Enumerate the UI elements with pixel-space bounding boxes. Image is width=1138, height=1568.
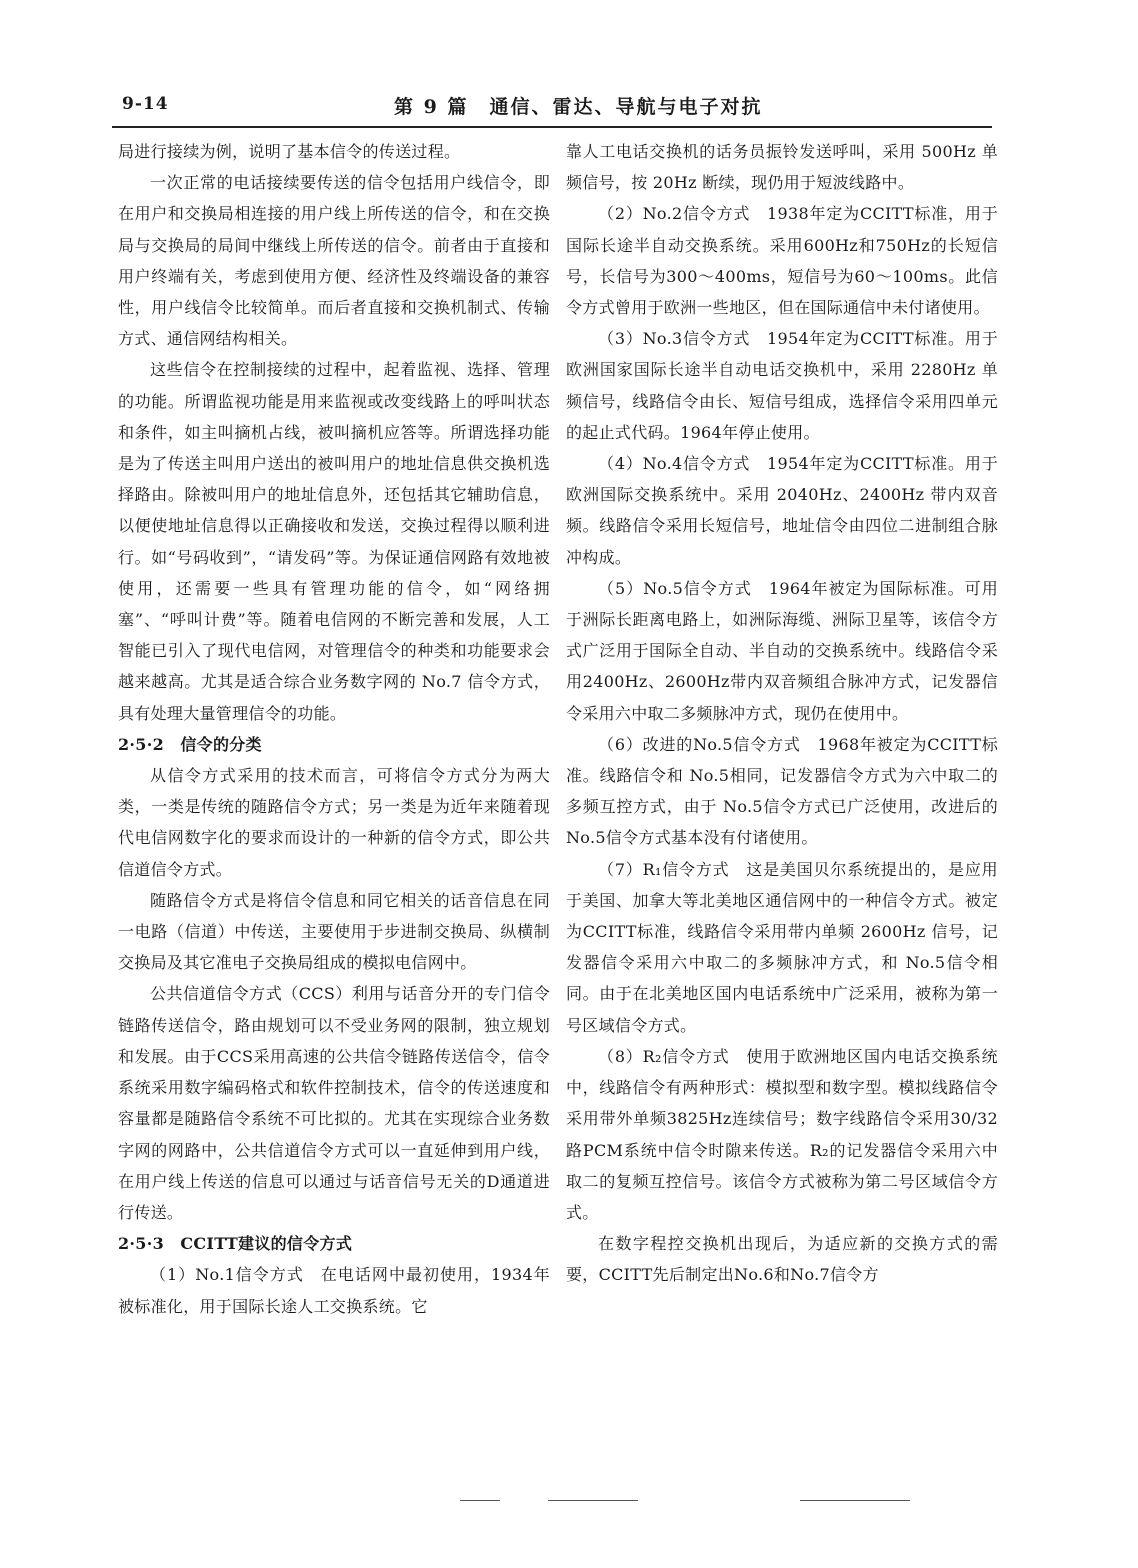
paragraph: （7）R₁信令方式 这是美国贝尔系统提出的，是应用于美国、加拿大等北美地区通信网中的一种信令方式。被定为CCITT标准，线路信令采用带内单频 2600Hz 信号，记发器信令采用六中取二的多频脉冲方式，和 No.5信令相同。由于在北美地区国内电话系统中广泛采用，被称为第一号区域信令方式。 xyxy=(566,859,998,1035)
page-header xyxy=(112,94,992,124)
running-title: 第 9 篇 通信、雷达、导航与电子对抗 xyxy=(394,96,763,118)
scan-mark xyxy=(800,1500,910,1502)
section-heading: 2·5·2 信令的分类 xyxy=(118,734,262,754)
paragraph: 随路信令方式是将信令信息和同它相关的话音信息在同一电路（信道）中传送，主要使用于步进制交换局、纵横制交换局及其它准电子交换局组成的模拟电信网中。 xyxy=(118,890,550,973)
scan-mark xyxy=(548,1500,638,1502)
paragraph: 这些信令在控制接续的过程中，起着监视、选择、管理的功能。所谓监视功能是用来监视或改变线路上的呼叫状态和条件，如主叫摘机占线，被叫摘机应答等。所谓选择功能是为了传送主叫用户送出的被叫用户的地址信息供交换机选择路由。除被叫用户的地址信息外，还包括其它辅助信息，以便使地址信息得以正确接收和发送，交换过程得以顺利进行。如“号码收到”，“请发码”等。为保证通信网路有效地被使用，还需要一些具有管理功能的信令，如“网络拥塞”、“呼叫计费”等。随着电信网的不断完善和发展，人工智能已引入了现代电信网，对管理信令的种类和功能要求会越来越高。尤其是适合综合业务数字网的 No.7 信令方式，具有处理大量管理信令的功能。 xyxy=(118,360,550,723)
paragraph: 公共信道信令方式（CCS）利用与话音分开的专门信令链路传送信令，路由规划可以不受业务网的限制，独立规划和发展。由于CCS采用高速的公共信令链路传送信令，信令系统采用数字编码格式和软件控制技术，信令的传送速度和容量都是随路信令系统不可比拟的。尤其在实现综合业务数字网的网路中，公共信道信令方式可以一直延伸到用户线，在用户线上传送的信息可以通过与话音信号无关的D通道进行传送。 xyxy=(118,984,550,1222)
paragraph: （3）No.3信令方式 1954年定为CCITT标准。用于欧洲国家国际长途半自动电话交换机中，采用 2280Hz 单频信号，线路信令由长、短信号组成，选择信令采用四单元的起止式代码。1964年停止使用。 xyxy=(566,329,998,442)
left-column xyxy=(118,136,550,1322)
paragraph: 从信令方式采用的技术而言，可将信令方式分为两大类，一类是传统的随路信令方式；另一类是为近年来随着现代电信网数字化的要求而设计的一种新的信令方式，即公共信道信令方式。 xyxy=(118,766,550,879)
paragraph: 局进行接续为例，说明了基本信令的传送过程。 xyxy=(118,142,461,161)
paragraph: 在数字程控交换机出现后，为适应新的交换方式的需要，CCITT先后制定出No.6和No.7信令方 xyxy=(566,1234,998,1285)
scan-mark xyxy=(460,1500,500,1502)
paragraph: （2）No.2信令方式 1938年定为CCITT标准，用于国际长途半自动交换系统。采用600Hz和750Hz的长短信号，长信号为300～400ms，短信号为60～100ms。此信令方式曾用于欧洲一些地区，但在国际通信中未付诸使用。 xyxy=(566,204,998,318)
paragraph: （5）No.5信令方式 1964年被定为国际标准。可用于洲际长距离电路上，如洲际海缆、洲际卫星等，该信令方式广泛用于国际全自动、半自动的交换系统中。线路信令采用2400Hz、2600Hz带内双音频组合脉冲方式，记发器信令采用六中取二多频脉冲方式，现仍在使用中。 xyxy=(566,578,998,723)
paragraph: （8）R₂信令方式 使用于欧洲地区国内电话交换系统中，线路信令有两种形式：模拟型和数字型。模拟线路信令采用带外单频3825Hz连续信号；数字线路信令采用30/32路PCM系统中信令时隙来传送。R₂的记发器信令采用六中取二的复频互控信号。该信令方式被称为第二号区域信令方式。 xyxy=(566,1046,998,1222)
section-heading: 2·5·3 CCITT建议的信令方式 xyxy=(118,1234,353,1254)
page-number: 9-14 xyxy=(122,94,169,114)
right-column xyxy=(566,136,998,1291)
paragraph: （1）No.1信令方式 在电话网中最初使用，1934年被标准化，用于国际长途人工交换系统。它 xyxy=(118,1265,550,1316)
header-rule xyxy=(112,126,992,128)
paragraph: （4）No.4信令方式 1954年定为CCITT标准。用于欧洲国际交换系统中。采用 2040Hz、2400Hz 带内双音频。线路信令采用长短信号，地址信令由四位二进制组合脉冲构成。 xyxy=(566,454,998,567)
paragraph: 一次正常的电话接续要传送的信令包括用户线信令，即在用户和交换局相连接的用户线上所传送的信令，和在交换局与交换局的局间中继线上所传送的信令。前者由于直接和用户终端有关，考虑到使用方便、经济性及终端设备的兼容性，用户线信令比较简单。而后者直接和交换机制式、传输方式、通信网结构相关。 xyxy=(118,173,550,349)
paragraph: （6）改进的No.5信令方式 1968年被定为CCITT标准。线路信令和 No.5相同，记发器信令方式为六中取二的多频互控方式，由于 No.5信令方式已广泛使用，改进后的 No.5信令方式基本没有付诸使用。 xyxy=(566,734,998,848)
paragraph: 靠人工电话交换机的话务员振铃发送呼叫，采用 500Hz 单频信号，按 20Hz 断续，现仍用于短波线路中。 xyxy=(566,142,998,193)
